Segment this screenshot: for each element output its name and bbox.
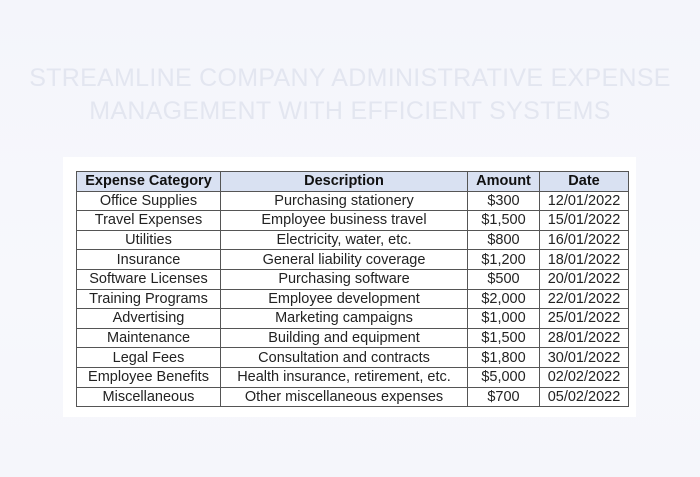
cell-category: Utilities	[77, 230, 221, 250]
cell-description: Employee development	[221, 289, 468, 309]
table-row	[77, 269, 629, 289]
cell-category: Office Supplies	[77, 191, 221, 211]
table-row	[77, 367, 629, 387]
cell-amount: $1,500	[468, 328, 540, 348]
cell-amount: $300	[468, 191, 540, 211]
cell-description: General liability coverage	[221, 250, 468, 270]
cell-description: Purchasing software	[221, 269, 468, 289]
cell-amount: $1,500	[468, 211, 540, 231]
header-date: Date	[540, 172, 629, 192]
cell-amount: $1,000	[468, 309, 540, 329]
table-card	[63, 157, 636, 417]
cell-date: 22/01/2022	[540, 289, 629, 309]
table-row	[77, 387, 629, 407]
table-row	[77, 309, 629, 329]
cell-description: Marketing campaigns	[221, 309, 468, 329]
table-row	[77, 191, 629, 211]
cell-date: 28/01/2022	[540, 328, 629, 348]
cell-amount: $500	[468, 269, 540, 289]
cell-date: 30/01/2022	[540, 348, 629, 368]
expense-table	[76, 171, 629, 407]
cell-amount: $1,200	[468, 250, 540, 270]
cell-category: Miscellaneous	[77, 387, 221, 407]
table-row	[77, 250, 629, 270]
cell-category: Training Programs	[77, 289, 221, 309]
cell-category: Employee Benefits	[77, 367, 221, 387]
cell-category: Legal Fees	[77, 348, 221, 368]
cell-date: 05/02/2022	[540, 387, 629, 407]
header-amount: Amount	[468, 172, 540, 192]
cell-date: 16/01/2022	[540, 230, 629, 250]
title-line-1: STREAMLINE COMPANY ADMINISTRATIVE EXPENSE	[29, 64, 671, 92]
cell-date: 18/01/2022	[540, 250, 629, 270]
cell-description: Building and equipment	[221, 328, 468, 348]
cell-amount: $2,000	[468, 289, 540, 309]
cell-category: Insurance	[77, 250, 221, 270]
table-row	[77, 328, 629, 348]
cell-category: Maintenance	[77, 328, 221, 348]
cell-description: Purchasing stationery	[221, 191, 468, 211]
cell-category: Advertising	[77, 309, 221, 329]
cell-amount: $800	[468, 230, 540, 250]
header-description: Description	[221, 172, 468, 192]
cell-amount: $1,800	[468, 348, 540, 368]
table-header-row	[77, 172, 629, 192]
cell-date: 02/02/2022	[540, 367, 629, 387]
table-row	[77, 348, 629, 368]
table-row	[77, 230, 629, 250]
cell-description: Health insurance, retirement, etc.	[221, 367, 468, 387]
table-row	[77, 211, 629, 231]
cell-date: 15/01/2022	[540, 211, 629, 231]
cell-amount: $5,000	[468, 367, 540, 387]
table-row	[77, 289, 629, 309]
cell-date: 20/01/2022	[540, 269, 629, 289]
cell-category: Software Licenses	[77, 269, 221, 289]
cell-description: Consultation and contracts	[221, 348, 468, 368]
cell-amount: $700	[468, 387, 540, 407]
page-title	[0, 62, 700, 128]
cell-description: Electricity, water, etc.	[221, 230, 468, 250]
cell-date: 12/01/2022	[540, 191, 629, 211]
header-expense-category: Expense Category	[77, 172, 221, 192]
title-line-2: MANAGEMENT WITH EFFICIENT SYSTEMS	[89, 97, 611, 125]
cell-date: 25/01/2022	[540, 309, 629, 329]
cell-description: Other miscellaneous expenses	[221, 387, 468, 407]
cell-description: Employee business travel	[221, 211, 468, 231]
cell-category: Travel Expenses	[77, 211, 221, 231]
